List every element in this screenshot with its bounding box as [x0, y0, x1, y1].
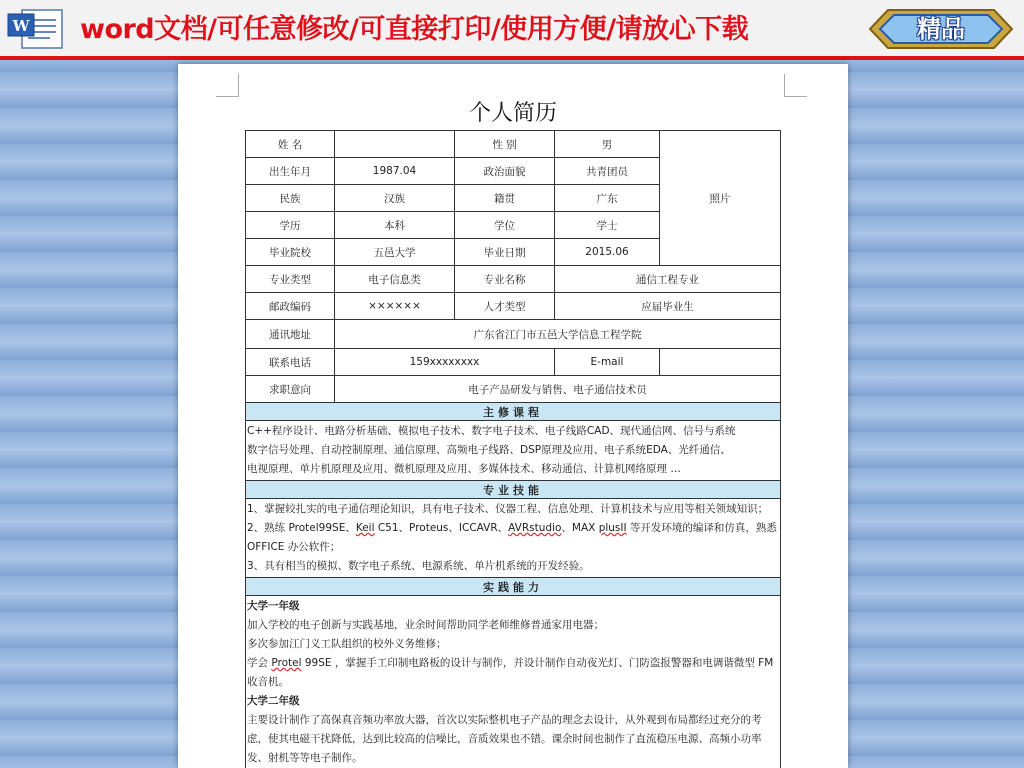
- school-value: 五邑大学: [335, 239, 455, 266]
- gender-label: 性 别: [455, 131, 555, 158]
- intent-value: 电子产品研发与销售、电子通信技术员: [335, 376, 781, 403]
- course-line: 数字信号处理、自动控制原理、通信原理、高频电子线路、DSP原理及应用、电子系统EDA、光纤通信、: [247, 444, 731, 456]
- school-label: 毕业院校: [246, 239, 335, 266]
- table-row: [246, 293, 781, 320]
- table-row: [246, 578, 781, 596]
- practice-line: 多次参加江门义工队组织的校外义务维修；: [247, 638, 447, 650]
- table-row: [246, 596, 781, 768]
- table-row: [246, 349, 781, 376]
- margin-mark-right: [784, 74, 807, 97]
- talent-label: 人才类型: [455, 293, 555, 320]
- ethnic-label: 民族: [246, 185, 335, 212]
- practice-line: 加入学校的电子创新与实践基地，业余时间帮助同学老师维修普通家用电器；: [247, 619, 604, 631]
- email-label: E-mail: [555, 349, 660, 376]
- address-label: 通讯地址: [246, 320, 335, 349]
- premium-badge-label: 精品: [917, 15, 965, 43]
- practice-content: [246, 596, 781, 768]
- table-row: [246, 376, 781, 403]
- table-row: [246, 320, 781, 349]
- major-name-label: 专业名称: [455, 266, 555, 293]
- degree-value: 学士: [555, 212, 660, 239]
- skills-content: [246, 499, 781, 578]
- practice-line: 学会 Protel 99SE ，掌握手工印制电路板的设计与制作，并设计制作自动夜光灯、门防盗报警器和电调谐微型 FM 收音机。: [247, 657, 774, 688]
- table-row: [246, 499, 781, 578]
- table-row: [246, 421, 781, 481]
- table-row: [246, 266, 781, 293]
- practice-line: 主要设计制作了高保真音频功率放大器，首次以实际整机电子产品的理念去设计，从外观到布局都经过充分的考虑，使其电磁干扰降低，达到比较高的信噪比，音质效果也不错。课余时间也制作了直流稳压电源、高频小功率发、射机等等电子制作。: [247, 714, 762, 764]
- name-label: 姓 名: [246, 131, 335, 158]
- margin-mark-left: [216, 74, 239, 97]
- name-value: [335, 131, 455, 158]
- political-value: 共青团员: [555, 158, 660, 185]
- address-value: 广东省江门市五邑大学信息工程学院: [335, 320, 781, 349]
- phone-value: 159xxxxxxxx: [335, 349, 555, 376]
- resume-title: 个人简历: [468, 101, 557, 126]
- major-type-value: 电子信息类: [335, 266, 455, 293]
- top-banner: [0, 0, 1024, 60]
- table-row: [246, 131, 781, 158]
- native-value: 广东: [555, 185, 660, 212]
- courses-content: [246, 421, 781, 481]
- document-page: [178, 64, 848, 768]
- talent-value: 应届毕业生: [555, 293, 781, 320]
- gender-value: 男: [555, 131, 660, 158]
- banner-slogan: word文档/可任意修改/可直接打印/使用方便/请放心下载: [80, 14, 749, 45]
- table-row: [246, 403, 781, 421]
- skill-item: 1、掌握较扎实的电子通信理论知识，具有电子技术、仪器工程、信息处理、计算机技术与应用等相关领域知识；: [247, 503, 769, 515]
- year2-title: 大学二年级: [247, 695, 300, 707]
- course-line: 电视原理、单片机原理及应用、微机原理及应用、多媒体技术、移动通信、计算机网络原理 …: [247, 463, 681, 475]
- intent-label: 求职意向: [246, 376, 335, 403]
- grad-date-value: 2015.06: [555, 239, 660, 266]
- table-row: [246, 481, 781, 499]
- postcode-value: ××××××: [335, 293, 455, 320]
- year1-title: 大学一年级: [247, 600, 300, 612]
- photo-cell: 照片: [660, 131, 781, 266]
- practice-header: 实践能力: [246, 578, 781, 596]
- edu-label: 学历: [246, 212, 335, 239]
- postcode-label: 邮政编码: [246, 293, 335, 320]
- major-type-label: 专业类型: [246, 266, 335, 293]
- resume-table: [245, 130, 781, 768]
- birth-label: 出生年月: [246, 158, 335, 185]
- grad-date-label: 毕业日期: [455, 239, 555, 266]
- word-document-icon: [6, 6, 72, 52]
- edu-value: 本科: [335, 212, 455, 239]
- ethnic-value: 汉族: [335, 185, 455, 212]
- birth-value: 1987.04: [335, 158, 455, 185]
- skill-item: 3、具有相当的模拟、数字电子系统、电源系统、单片机系统的开发经验。: [247, 560, 590, 572]
- email-value: [660, 349, 781, 376]
- course-line: C++程序设计、电路分析基础、模拟电子技术、数字电子技术、电子线路CAD、现代通信网、信号与系统: [247, 425, 736, 437]
- native-label: 籍贯: [455, 185, 555, 212]
- skill-item: 2、熟练 Protel99SE、Keil C51、Proteus、ICCAVR、AVRstudio、MAX plusII 等开发环境的编译和仿真，熟悉 OFFICE 办公软件；: [247, 522, 777, 553]
- svg-text:W: W: [12, 17, 30, 35]
- political-label: 政治面貌: [455, 158, 555, 185]
- skills-header: 专业技能: [246, 481, 781, 499]
- degree-label: 学位: [455, 212, 555, 239]
- courses-header: 主修课程: [246, 403, 781, 421]
- major-name-value: 通信工程专业: [555, 266, 781, 293]
- phone-label: 联系电话: [246, 349, 335, 376]
